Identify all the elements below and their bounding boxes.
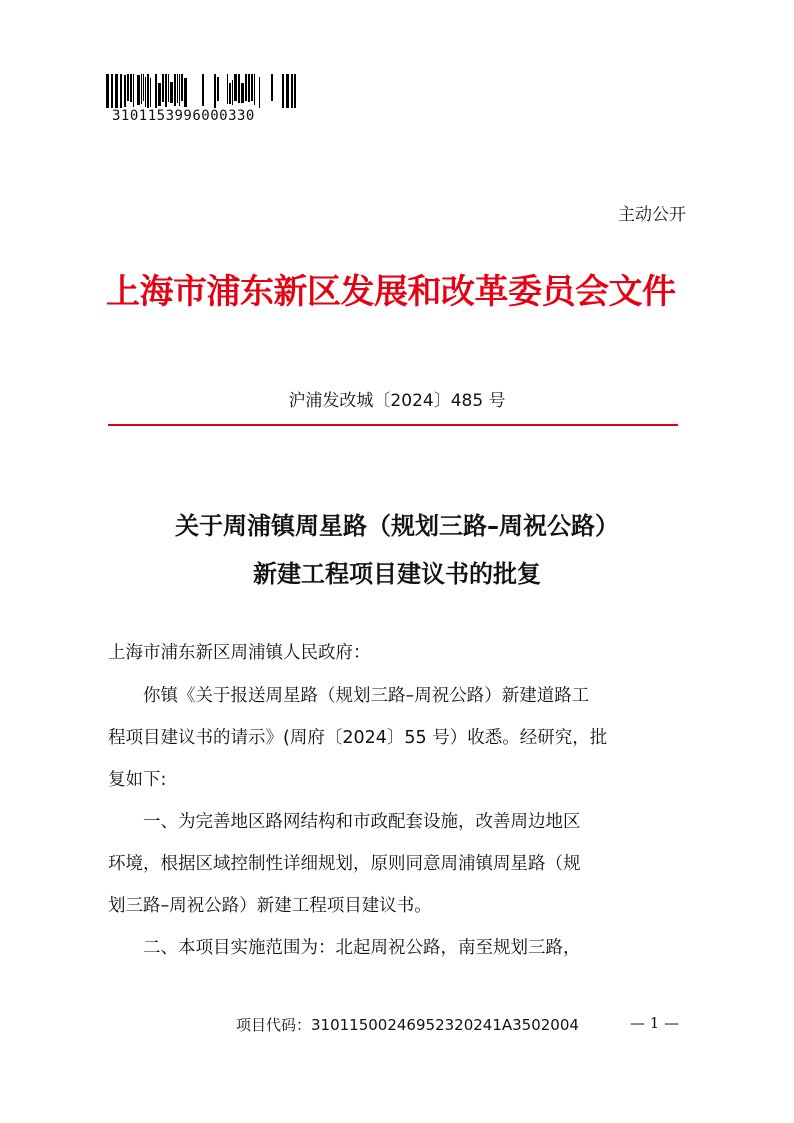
disclosure-label: 主动公开 <box>618 205 686 225</box>
body-line: 二、本项目实施范围为：北起周祝公路，南至规划三路， <box>108 938 581 958</box>
page-number: — 1 — <box>630 1014 680 1032</box>
project-code: 项目代码：31011500246952320241A3502004 <box>236 1016 579 1034</box>
document-number: 沪浦发改城〔2024〕485 号 <box>288 391 506 411</box>
body-line: 环境，根据区域控制性详细规划，原则同意周浦镇周星路（规 <box>108 854 581 874</box>
body-line: 一、为完善地区路网结构和市政配套设施，改善周边地区 <box>108 812 581 832</box>
red-divider <box>108 424 678 426</box>
issuer-header: 上海市浦东新区发展和改革委员会文件 <box>106 272 676 312</box>
body-line: 程项目建议书的请示》(周府〔2024〕55 号）收悉。经研究，批 <box>108 728 608 748</box>
body-line: 复如下: <box>108 770 167 790</box>
body-line: 划三路–周祝公路）新建工程项目建议书。 <box>108 896 432 916</box>
barcode-number: 3101153996000330 <box>112 108 255 124</box>
body-line: 你镇《关于报送周星路（规划三路–周祝公路）新建道路工 <box>108 686 590 706</box>
document-title-line-2: 新建工程项目建议书的批复 <box>253 560 541 588</box>
addressee: 上海市浦东新区周浦镇人民政府： <box>108 643 371 663</box>
barcode-image <box>106 74 296 108</box>
document-title-line-1: 关于周浦镇周星路（规划三路–周祝公路） <box>175 512 619 540</box>
